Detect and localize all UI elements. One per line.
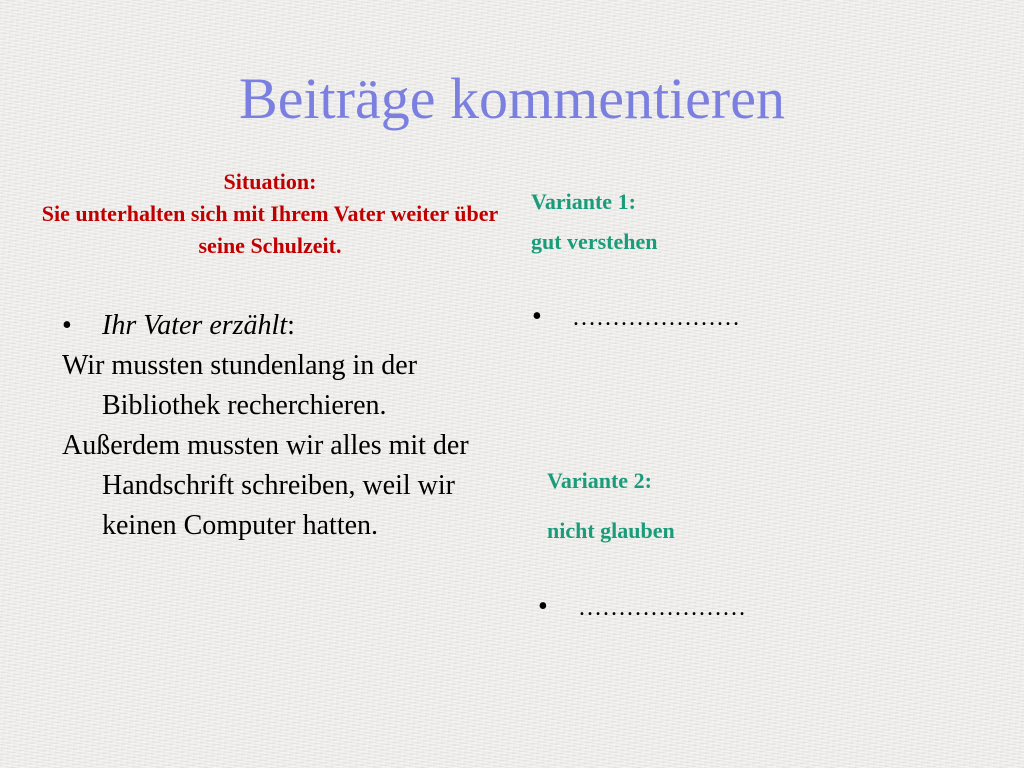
- variant-1-label-block: [531, 182, 657, 262]
- situation-text: Sie unterhalten sich mit Ihrem Vater weiter über seine Schulzeit.: [41, 201, 499, 258]
- bullet-icon: •: [538, 591, 548, 622]
- bullet-icon: •: [62, 310, 72, 341]
- bullet-icon: •: [532, 301, 542, 332]
- situation-heading: Situation:: [223, 169, 317, 194]
- variant-2-placeholder: …………………: [578, 595, 746, 621]
- variant-1-sub: gut verstehen: [531, 229, 658, 254]
- father-paragraph-2: Außerdem mussten wir alles mit der Handschrift schreiben, weil wir keinen Computer hatten.: [62, 430, 469, 541]
- father-paragraph-1: Wir mussten stundenlang in der Bibliothek recherchieren.: [62, 350, 418, 421]
- father-bullet: [22, 306, 492, 346]
- variant-2-answer: [538, 592, 746, 623]
- father-bullet-label: Ihr Vater erzählt: [102, 310, 288, 341]
- father-bullet-colon: :: [287, 310, 295, 341]
- variant-2-label-block: [547, 456, 675, 556]
- variant-1-answer: [532, 302, 740, 333]
- variant-2-sub: nicht glauben: [547, 518, 675, 543]
- father-statement: [62, 306, 492, 546]
- variant-2-label: Variante 2:: [547, 468, 652, 493]
- variant-1-label: Variante 1:: [531, 189, 636, 214]
- situation-box: [40, 166, 500, 262]
- slide-title: Beiträge kommentieren: [239, 66, 785, 131]
- variant-1-placeholder: …………………: [572, 305, 740, 331]
